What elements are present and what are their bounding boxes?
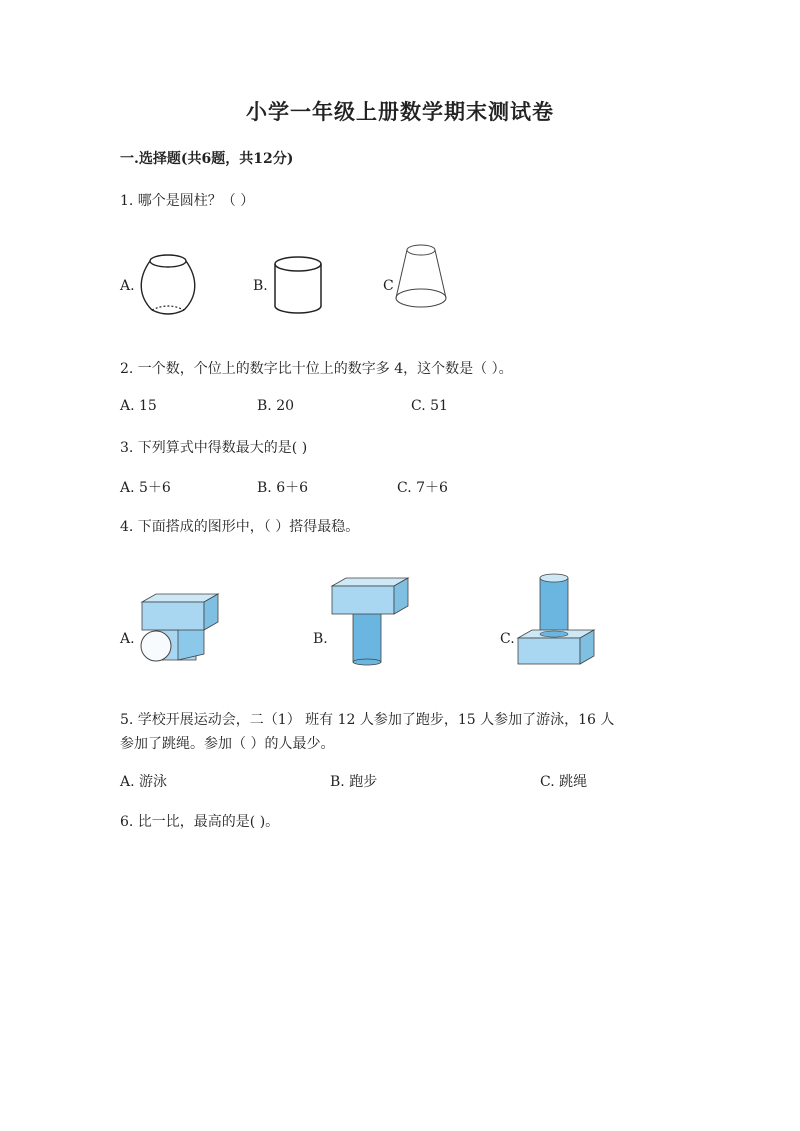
section-heading: 一.选择题(共6题，共12分) bbox=[120, 151, 294, 167]
cylinder-shape bbox=[270, 254, 326, 318]
cylinder-on-block-figure bbox=[516, 572, 598, 666]
q1-label-c: C bbox=[383, 278, 394, 294]
q5-option-b: B. 跑步 bbox=[330, 774, 378, 790]
q5-option-a: A. 游泳 bbox=[120, 774, 168, 790]
q1-label-b: B. bbox=[253, 278, 268, 294]
question-1-text: 1. 哪个是圆柱？（ ） bbox=[120, 193, 255, 209]
q2-option-b: B. 20 bbox=[257, 398, 295, 414]
q2-option-c: C. 51 bbox=[411, 398, 448, 414]
page-title: 小学一年级上册数学期末测试卷 bbox=[246, 99, 554, 124]
q4-label-b: B. bbox=[313, 631, 328, 647]
q4-label-a: A. bbox=[120, 631, 135, 647]
question-6-text: 6. 比一比，最高的是( )。 bbox=[120, 814, 280, 830]
q1-label-a: A. bbox=[120, 278, 135, 294]
q3-option-a: A. 5＋6 bbox=[120, 480, 171, 496]
barrel-shape bbox=[140, 252, 200, 318]
block-on-cylinder-figure bbox=[138, 590, 224, 666]
frustum-shape bbox=[390, 242, 452, 314]
question-2-text: 2. 一个数，个位上的数字比十位上的数字多 4，这个数是（ ）。 bbox=[120, 361, 513, 377]
q2-option-a: A. 15 bbox=[120, 398, 157, 414]
q3-option-c: C. 7＋6 bbox=[397, 480, 448, 496]
q3-option-b: B. 6＋6 bbox=[257, 480, 309, 496]
q4-label-c: C. bbox=[500, 631, 515, 647]
block-on-standing-cylinder-figure bbox=[330, 576, 412, 666]
q5-option-c: C. 跳绳 bbox=[540, 774, 588, 790]
question-5-line-2: 参加了跳绳。参加（ ）的人最少。 bbox=[120, 736, 335, 752]
question-4-text: 4. 下面搭成的图形中，（ ）搭得最稳。 bbox=[120, 519, 360, 535]
question-5-line-1: 5. 学校开展运动会，二（1） 班有 12 人参加了跑步，15 人参加了游泳，16 人 bbox=[120, 712, 615, 728]
question-3-text: 3. 下列算式中得数最大的是( ) bbox=[120, 440, 308, 456]
